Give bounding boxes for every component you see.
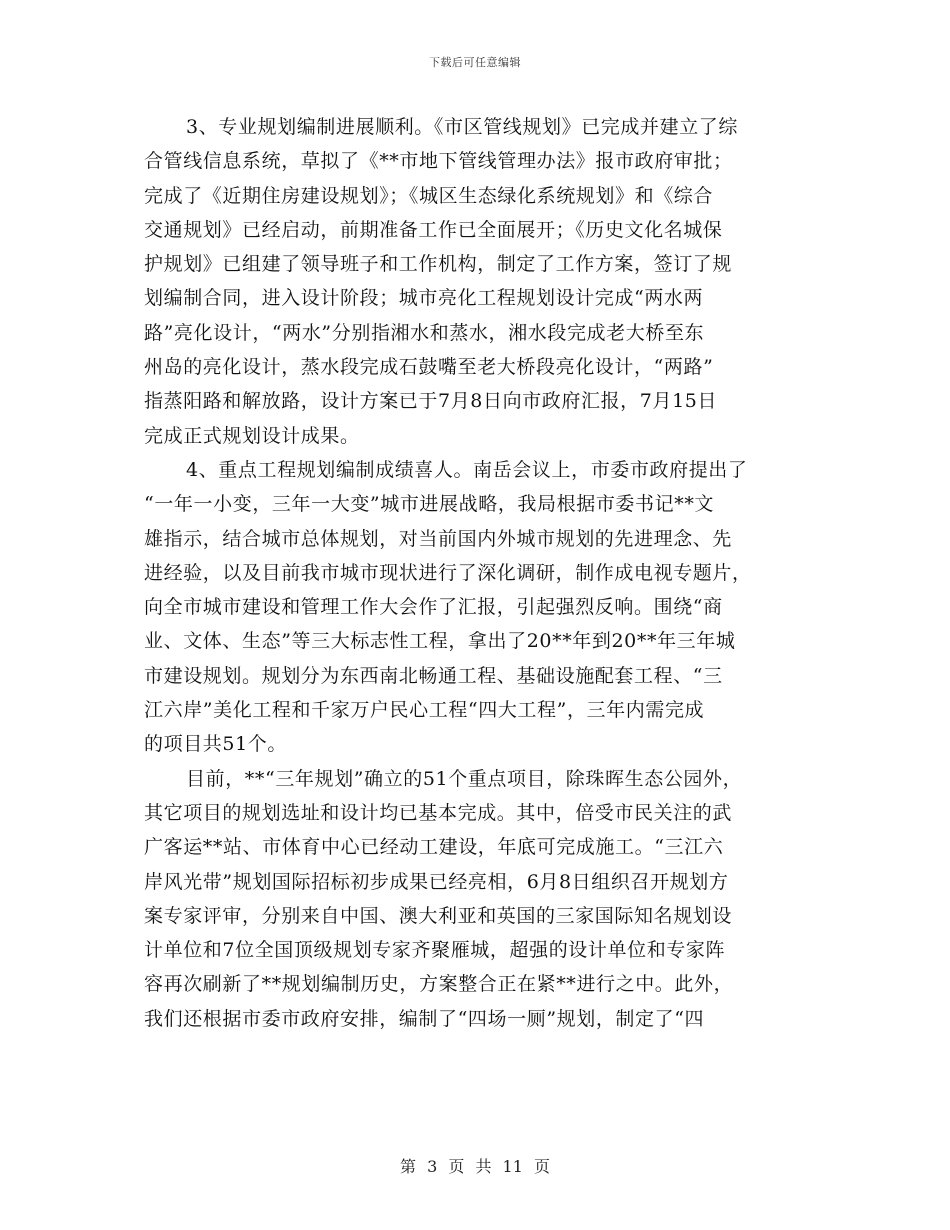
paragraph-line: 路”亮化设计，“两水”分别指湘水和蒸水，湘水段完成老大桥至东 — [144, 321, 705, 344]
paragraph-line: 划编制合同，进入设计阶段；城市亮化工程规划设计完成“两水两 — [144, 287, 704, 310]
paragraph-line: 交通规划》已经启动，前期准备工作已全面展开；《历史文化名城保 — [144, 218, 723, 241]
page-number: 第 3 页 共 11 页 — [400, 1157, 550, 1176]
paragraph-line: 广客运**站、市体育中心已经动工建设，年底可完成施工。“三江六 — [144, 836, 724, 859]
paragraph-line: 我们还根据市委市政府安排，编制了“四场一厕”规划，制定了“四 — [144, 1007, 705, 1030]
paragraph-line: 护规划》已组建了领导班子和工作机构，制定了工作方案，签订了规 — [144, 253, 733, 276]
paragraph-line: 岸风光带”规划国际招标初步成果已经亮相，6月8日组织召开规划方 — [144, 870, 729, 893]
paragraph-line: 州岛的亮化设计，蒸水段完成石鼓嘴至老大桥段亮化设计，“两路” — [144, 356, 714, 379]
paragraph-line: 的项目共51个。 — [144, 733, 287, 756]
paragraph-line: 4、重点工程规划编制成绩喜人。南岳会议上，市委市政府提出了 — [186, 458, 748, 481]
paragraph-line: 合管线信息系统，草拟了《**市地下管线管理办法》报市政府审批； — [144, 150, 733, 173]
paragraph-line: 容再次刷新了**规划编制历史，方案整合正在紧**进行之中。此外， — [144, 973, 734, 996]
paragraph-line: 目前，**“三年规划”确立的51个重点项目，除珠晖生态公园外， — [186, 767, 743, 790]
paragraph-line: “一年一小变，三年一大变”城市进展战略，我局根据市委书记**文 — [144, 493, 715, 516]
paragraph-line: 指蒸阳路和解放路，设计方案已于7月8日向市政府汇报，7月15日 — [144, 390, 718, 413]
paragraph-line: 3、专业规划编制进展顺利。《市区管线规划》已完成并建立了综 — [186, 116, 738, 138]
paragraph-line: 市建设规划。规划分为东西南北畅通工程、基础设施配套工程、“三 — [144, 664, 723, 687]
paragraph-line: 进经验，以及目前我市城市现状进行了深化调研，制作成电视专题片， — [144, 561, 752, 584]
paragraph-line: 案专家评审，分别来自中国、澳大利亚和英国的三家国际知名规划设 — [144, 904, 733, 927]
document-body — [144, 110, 804, 1036]
paragraph-line: 完成正式规划设计成果。 — [144, 424, 360, 447]
paragraph-line: 计单位和7位全国顶级规划专家齐聚雁城，超强的设计单位和专家阵 — [144, 939, 726, 962]
paragraph-line: 向全市城市建设和管理工作大会作了汇报，引起强烈反响。围绕“商 — [144, 596, 723, 619]
page-header-note: 下载后可任意编辑 — [429, 56, 521, 69]
paragraph-line: 业、文体、生态”等三大标志性工程，拿出了20**年到20**年三年城 — [144, 630, 736, 653]
paragraph-line: 完成了《近期住房建设规划》；《城区生态绿化系统规划》和《综合 — [144, 184, 714, 207]
paragraph-line: 雄指示，结合城市总体规划，对当前国内外城市规划的先进理念、先 — [144, 527, 733, 550]
paragraph-line: 其它项目的规划选址和设计均已基本完成。其中，倍受市民关注的武 — [144, 801, 733, 824]
paragraph-line: 江六岸”美化工程和千家万户民心工程“四大工程”，三年内需完成 — [144, 699, 705, 722]
